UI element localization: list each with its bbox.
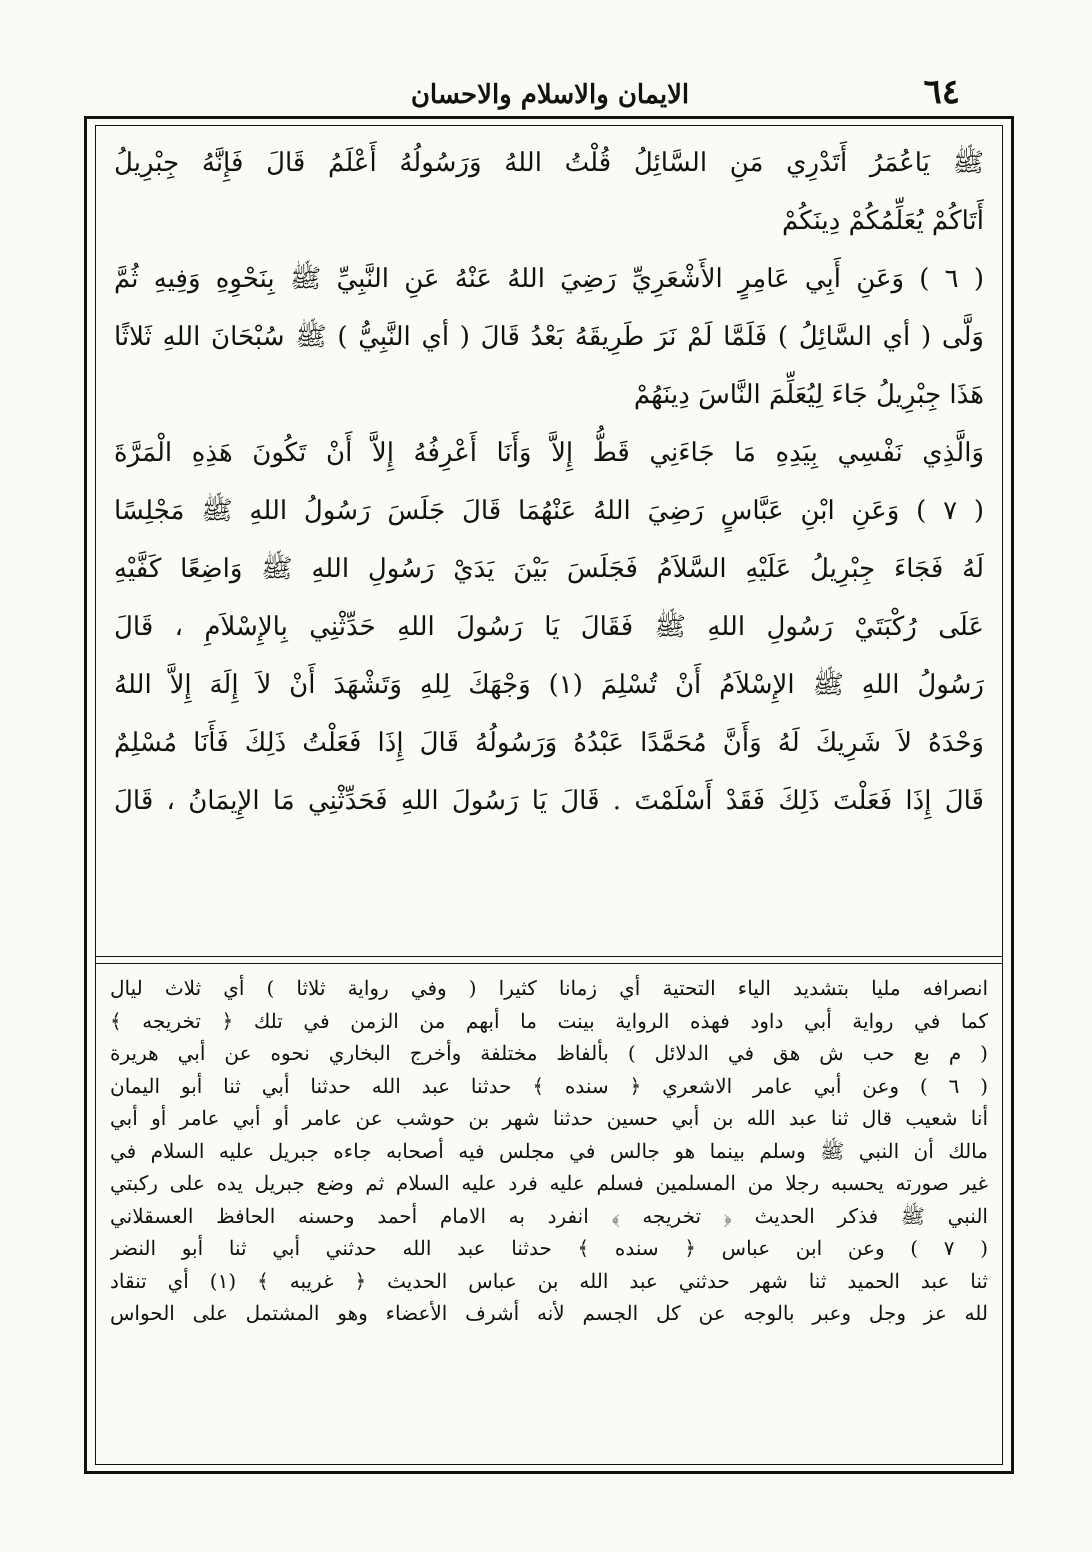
hadith-line: أَتَاكُمْ يُعَلِّمُكُمْ دِينَكُمْ [782,206,984,236]
hadith-line: رَسُولُ اللهِ ﷺ الإِسْلاَمُ أَنْ تُسْلِمَ (١) وَجْهَكَ لِلهِ وَتَشْهَدَ أَنْ لاَ إِلَهَ إِلاَّ اللهُ [114,670,984,700]
commentary-line: ( م بع حب ش هق في الدلائل ) بألفاظ مختلفة وأخرج البخاري نحوه عن أبي هريرة [110,1041,988,1065]
commentary-line: كما في رواية أبي داود فهذه الرواية بينت ما أبهم من الزمن في تلك ﴿ تخريجه ﴾ [110,1008,988,1033]
page-number: ٦٤ [923,72,960,112]
commentary-line: النبي ﷺ فذكر الحديث ﴿ تخريجه ﴾ انفرد به الامام أحمد وحسنه الحافظ العسقلاني [110,1203,988,1228]
hadith-line: عَلَى رُكْبَتَيْ رَسُولِ اللهِ ﷺ فَقَالَ يَا رَسُولَ اللهِ حَدِّثْنِي بِالإِسْلاَمِ ، قَالَ [114,612,984,642]
page-header [100,72,1000,116]
hadith-line: وَالَّذِي نَفْسِي بِيَدِهِ مَا جَاءَنِي قَطُّ إِلاَّ وَأَنَا أَعْرِفُهُ إِلاَّ أَنْ تَكُونَ هَذِهِ الْمَرَّةَ [114,438,984,468]
hadith-text [114,134,984,952]
running-title: الايمان والاسلام والاحسان [410,80,690,110]
commentary-line: ثنا عبد الحميد ثنا شهر حدثني عبد الله بن عباس الحديث ﴿ غريبه ﴾ (١) أي تنقاد [110,1268,988,1293]
section-divider [96,956,1002,964]
hadith-line: وَحْدَهُ لاَ شَرِيكَ لَهُ وَأَنَّ مُحَمَّدًا عَبْدُهُ وَرَسُولُهُ قَالَ إِذَا فَعَلْتُ ذَلِكَ فَأَنَا مُسْلِمٌ [114,728,984,758]
hadith-line: قَالَ إِذَا فَعَلْتَ ذَلِكَ فَقَدْ أَسْلَمْتَ . قَالَ يَا رَسُولَ اللهِ فَحَدِّثْنِي مَا الإِيمَانُ ، قَالَ [114,786,984,816]
hadith-line: ﷺ يَاعُمَرُ أَتَدْرِي مَنِ السَّائِلُ قُلْتُ اللهُ وَرَسُولُهُ أَعْلَمُ قَالَ فَإِنَّهُ جِبْرِيلُ [114,148,984,178]
hadith-line: ( ٦ ) وَعَنِ أَبِي عَامِرٍ الأَشْعَرِيِّ رَضِيَ اللهُ عَنْهُ عَنِ النَّبِيِّ ﷺ بِنَحْوِهِ وَفِيهِ ثُمَّ [114,264,984,294]
commentary-line: ( ٧ ) وعن ابن عباس ﴿ سنده ﴾ حدثنا عبد الله حدثني أبي ثنا أبو النضر [110,1236,988,1260]
page-frame [84,116,1014,1474]
inner-frame [95,125,1003,1465]
commentary-line: لله عز وجل وعبر بالوجه عن كل الجسم لأنه أشرف الأعضاء وهو المشتمل على الحواس [110,1301,988,1325]
hadith-line: هَذَا جِبْرِيلُ جَاءَ لِيُعَلِّمَ النَّاسَ دِينَهُمْ [633,380,984,410]
hadith-line: لَهُ فَجَاءَ جِبْرِيلُ عَلَيْهِ السَّلاَمُ فَجَلَسَ بَيْنَ يَدَيْ رَسُولِ اللهِ ﷺ وَاضِعًا كَفَّيْهِ [114,554,984,584]
commentary-line: أنا شعيب قال ثنا عبد الله بن أبي حسين حدثنا شهر بن حوشب عن عامر أو أبي عامر أو أبي [110,1106,988,1130]
hadith-line: ( ٧ ) وَعَنِ ابْنِ عَبَّاسٍ رَضِيَ اللهُ عَنْهُمَا قَالَ جَلَسَ رَسُولُ اللهِ ﷺ مَجْلِسًا [114,496,984,526]
hadith-line: وَلَّى ( أي السَّائِلُ ) فَلَمَّا لَمْ نَرَ طَرِيقَهُ بَعْدُ قَالَ ( أي النَّبِيُّ ) ﷺ سُبْحَانَ اللهِ ثَلاثًا [114,322,984,352]
commentary-text [110,972,988,1456]
commentary-line: مالك أن النبي ﷺ وسلم بينما هو جالس في مجلس فيه أصحابه جاءه جبريل عليه السلام في [110,1138,988,1163]
commentary-line: انصرافه مليا بتشديد الياء التحتية أي زمانا كثيرا ( وفي رواية ثلاثا ) أي ثلاث ليال [110,976,988,1000]
commentary-line: ( ٦ ) وعن أبي عامر الاشعري ﴿ سنده ﴾ حدثنا عبد الله حدثنا أبي ثنا أبو اليمان [110,1073,988,1098]
commentary-line: غير صورته يحسبه رجلا من المسلمين فسلم عليه فرد عليه السلام ثم وضع جبريل يده على ركبتي [110,1171,988,1195]
